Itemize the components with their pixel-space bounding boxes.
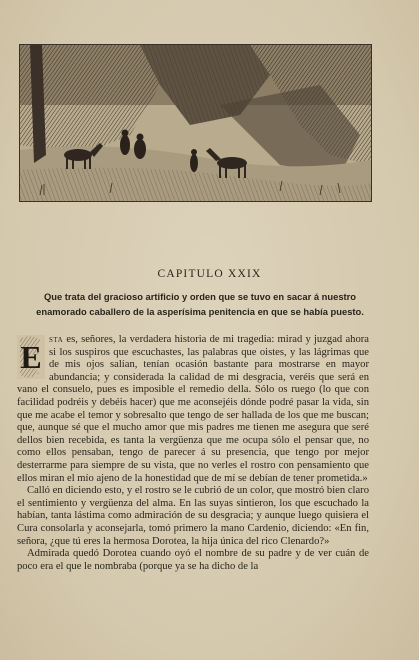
ornamental-drop-cap-art [17,335,45,379]
drop-cap-letter: E [20,339,42,375]
mountain-scene-engraving [20,45,371,201]
paragraph-3: Admirada quedó Dorotea cuando oyó el nombre de su padre y de ver cuán de poco era el que le nombraba (porque ya se ha dicho de la [17,548,369,572]
chapter-title: CAPITULO XXIX [157,268,262,280]
paragraph-1 [17,334,369,485]
paragraph-2: Calló en diciendo esto, y el rostro se le cubrió de un color, que mostró bien claro el sentimiento y vergüenza del alma. En las suyas sintieron, los que escuchado la habían, tanta lástima como admiración de su desgracia; y aunque luego quisiera el Cura consolarla y aconsejarla, tomó primero la mano Cardenio, diciendo: «En fin, señora, ¿que tú eres la hermosa Dorotea, la hija única del rico Clenardo?» [17,485,369,547]
paragraph-1-text: es, señores, la verdadera historia de mi tragedia: mirad y juzgad ahora si los suspiros que escuchastes, las palabras que oistes, y las lágrimas que de mis ojos salían, tenían ocasión bastante para mostrarse en mayor abundancia; y considerada la calidad de mi desgracia, veréis que será en vano el consuelo, pues es imposible el remedio della. Sólo os ruego (lo que con facilidad podréis y debéis hacer) que me aconsejéis dónde podré pasar la vida, sin que me acabe el temor y sobresalto que tengo de ser hallada de los que me buscan; que, aunque sé que el mucho amor que mis padres me tienen me asegura que seré dellos bien recebida, es tanta la vergüenza que me ocupa sólo el pensar que, no como ellos pensaban, tengo de parecer á su presencia, que tengo por mejor desterrarme para siempre de su vista, que no verles el rostro con pensamiento que ellos miran el mío ajeno de la honestidad que de mí se debían de tener prometida.» [17,334,369,484]
first-word-rest: sta [49,334,64,345]
ornamental-drop-cap [17,335,45,379]
chapter-body [17,334,369,573]
chapter-summary: Que trata del gracioso artificio y orden que se tuvo en sacar á nuestro enamorado caballero de la asperísima penitencia en que se había puesto. [36,291,364,317]
engraving-illustration [19,44,372,202]
